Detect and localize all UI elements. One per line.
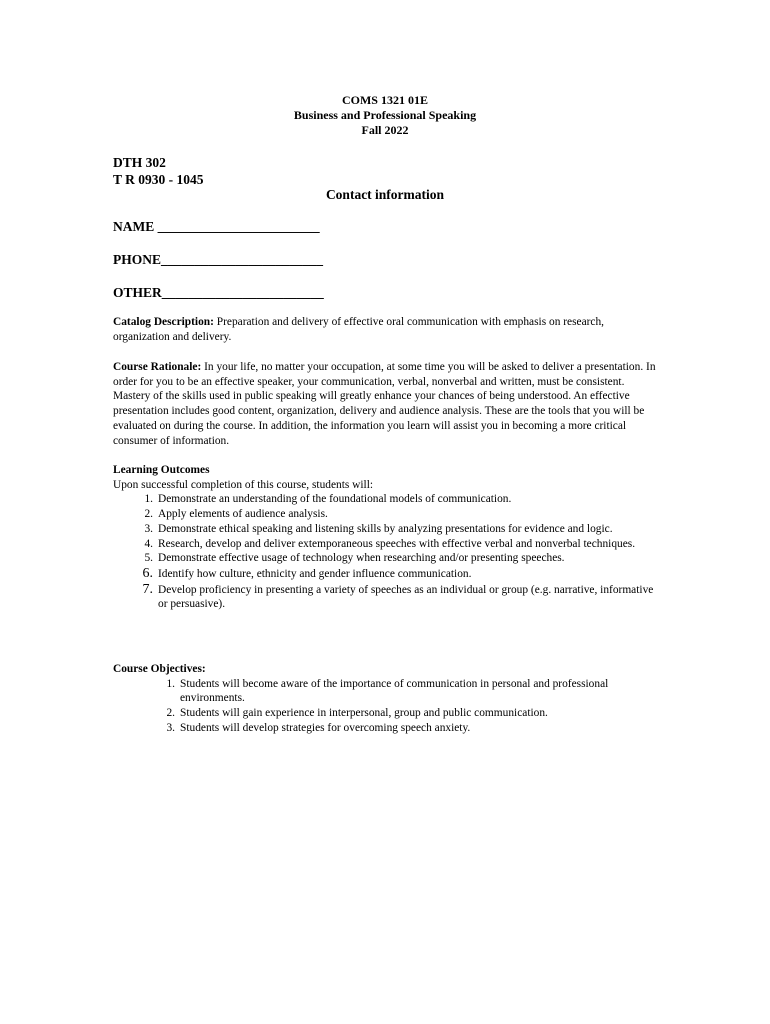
room-info [113, 154, 204, 188]
phone-field: PHONE________________________ [113, 252, 324, 267]
list-item [113, 567, 661, 582]
list-item [113, 551, 661, 566]
course-term: Fall 2022 [361, 123, 409, 137]
list-item [113, 537, 661, 552]
list-item [113, 583, 661, 612]
outcomes-intro: Upon successful completion of this course, students will: [113, 478, 374, 491]
catalog-description [113, 315, 661, 344]
learning-outcomes [113, 463, 661, 612]
list-item [113, 522, 661, 537]
list-number: 7. [142, 581, 153, 597]
list-item [113, 721, 661, 736]
list-item [113, 706, 661, 721]
catalog-text: Preparation and delivery of effective oral communication with emphasis on research, organization and delivery. [113, 316, 605, 343]
list-number: 5. [144, 552, 153, 565]
contact-heading: Contact information [325, 187, 445, 202]
list-item [113, 492, 661, 507]
list-text: Demonstrate an understanding of the foundational models of communication. [158, 493, 512, 506]
class-schedule: T R 0930 - 1045 [113, 172, 204, 187]
list-text: Students will gain experience in interpersonal, group and public communication. [180, 707, 548, 720]
objectives-list [113, 677, 661, 736]
catalog-label: Catalog Description: [113, 316, 214, 328]
list-text: Students will develop strategies for overcoming speech anxiety. [180, 721, 471, 734]
rationale-label: Course Rationale: [113, 361, 202, 373]
list-text: Demonstrate effective usage of technology when researching and/or presenting speeches. [158, 552, 565, 565]
outcomes-heading: Learning Outcomes [113, 464, 210, 476]
list-number: 4. [144, 537, 153, 550]
outcomes-list [113, 492, 661, 612]
list-number: 3. [144, 522, 153, 535]
list-text: Students will become aware of the importance of communication in personal and professional environments. [180, 677, 609, 705]
course-code: COMS 1321 01E [341, 93, 428, 107]
course-title: Business and Professional Speaking [293, 108, 477, 122]
room-location: DTH 302 [113, 155, 166, 170]
list-number: 3. [166, 721, 175, 734]
course-objectives [113, 662, 661, 736]
other-field: OTHER________________________ [113, 285, 324, 300]
course-rationale [113, 360, 661, 448]
list-number: 1. [144, 493, 153, 506]
list-item [113, 507, 661, 522]
rationale-text: In your life, no matter your occupation, at some time you will be asked to deliver a presentation. In order for you to be an effective speaker, your communication, verbal, nonverbal and written, must be consistent. Mastery of the skills used in public speaking will greatly enhance your chances of being understood. An effective presentation includes good content, organization, delivery and audience analysis. These are the tools that you will be evaluated on during the course. In addition, the information you learn will assist you in becoming a more critical consumer of information. [113, 361, 656, 447]
course-header [0, 93, 770, 138]
list-text: Demonstrate ethical speaking and listening skills by analyzing presentations for evidence and logic. [158, 522, 613, 535]
list-number: 2. [166, 707, 175, 720]
list-number: 2. [144, 508, 153, 521]
name-field: NAME ________________________ [113, 219, 320, 234]
list-text: Identify how culture, ethnicity and gender influence communication. [158, 567, 472, 580]
objectives-heading: Course Objectives: [113, 663, 206, 675]
list-item [113, 677, 661, 706]
list-text: Research, develop and deliver extemporaneous speeches with effective verbal and nonverbal techniques. [158, 537, 636, 550]
list-number: 6. [142, 565, 153, 581]
list-number: 1. [166, 677, 175, 690]
list-text: Apply elements of audience analysis. [158, 508, 328, 521]
list-text: Develop proficiency in presenting a variety of speeches as an individual or group (e.g. narrative, informative or persuasive). [158, 583, 654, 611]
